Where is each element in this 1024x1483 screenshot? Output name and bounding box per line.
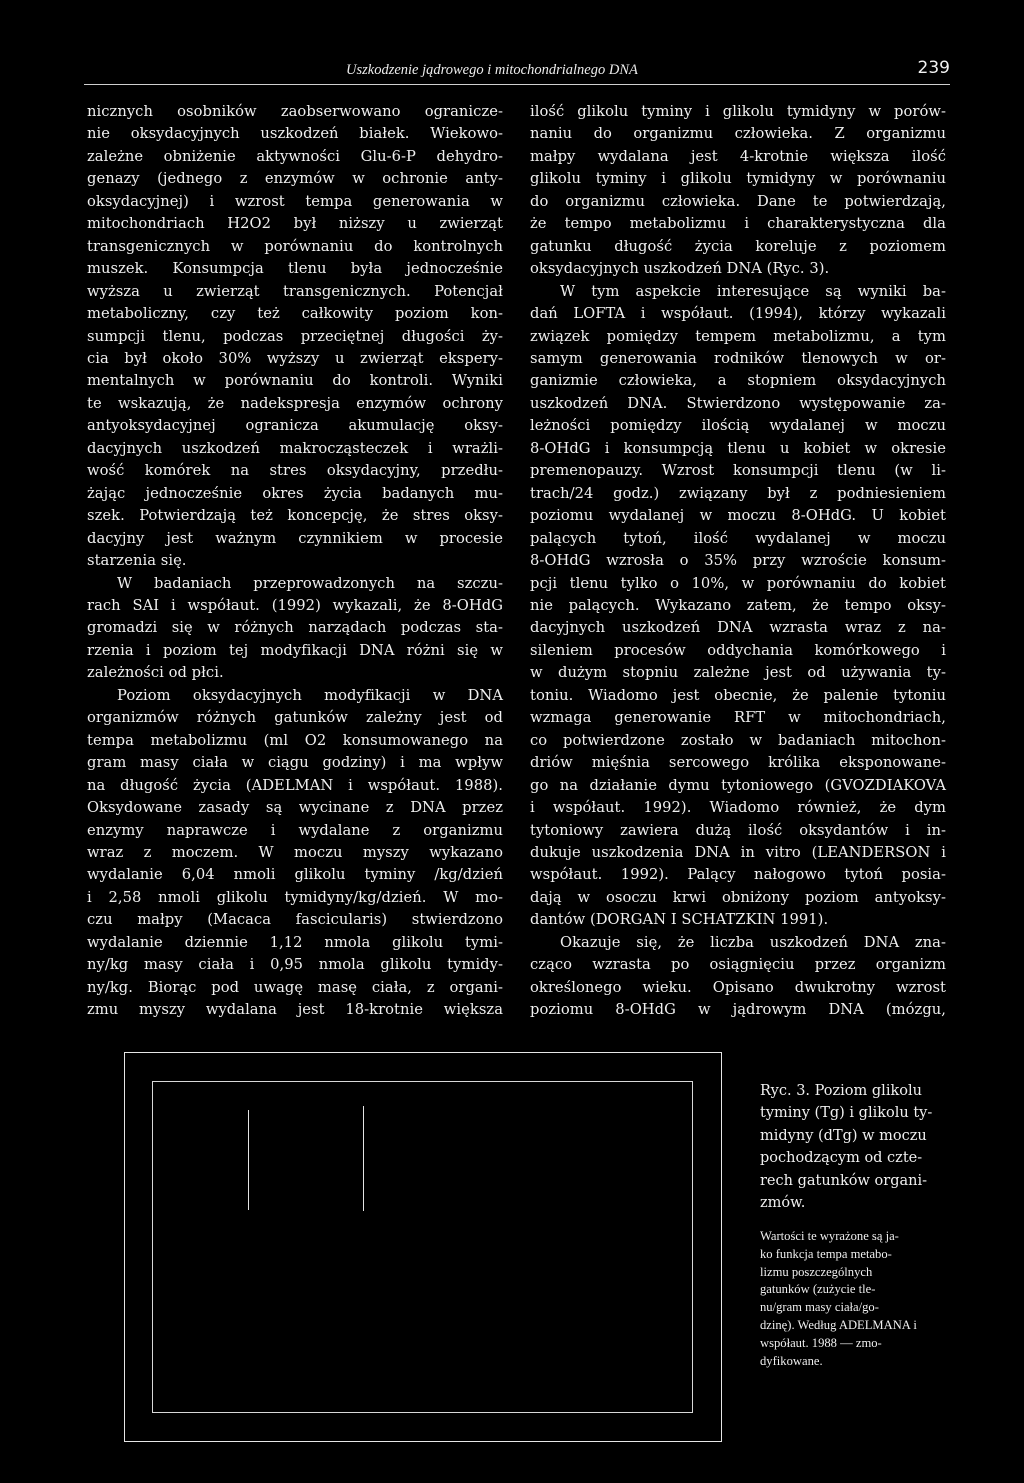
text-line: nicznych osobników zaobserwowano ogranicze- — [87, 103, 503, 120]
text-line: 8-OHdG wzrosła o 35% przy wzroście konsum- — [530, 552, 946, 570]
text-line: ganizmie człowieka, a stopniem oksydacyjnych — [530, 372, 946, 390]
text-line: dacyjnych uszkodzeń makrocząsteczek i wrażli- — [87, 439, 503, 457]
text-line: sileniem procesów oddychania komórkowego i — [530, 641, 946, 659]
text-line: cząco wzrasta po osiągnięciu przez organizm — [530, 956, 946, 974]
text-line: oksydacyjnych uszkodzeń DNA (Ryc. 3). — [530, 260, 830, 278]
text-line: i 2,58 nmoli glikolu tymidyny/kg/dzień. W mo- — [87, 888, 503, 906]
text-line: zależności od płci. — [87, 664, 224, 682]
text-line: mentalnych w porównaniu do kontroli. Wyniki — [87, 372, 503, 390]
text-line: transgenicznych w porównaniu do kontrolnych — [87, 237, 503, 255]
text-line: toniu. Wiadomo jest obecnie, że palenie tytoniu — [530, 686, 946, 704]
caption-line: pochodzącym od czte- — [760, 1150, 923, 1167]
text-line: Oksydowane zasady są wycinane z DNA przez — [87, 799, 503, 817]
right-text-column — [530, 101, 946, 1022]
text-line: samym generowania rodników tlenowych w or- — [530, 349, 946, 367]
text-line: do organizmu człowieka. Dane te potwierdzają, — [530, 192, 946, 210]
text-line: określonego wieku. Opisano dwukrotny wzrost — [530, 978, 946, 996]
text-line: nie oksydacyjnych uszkodzeń białek. Wiekowo- — [87, 125, 503, 143]
text-line: premenopauzy. Wzrost konsumpcji tlenu (w li- — [530, 462, 946, 480]
text-line: poziomu wydalanej w moczu 8-OHdG. U kobiet — [530, 507, 946, 525]
text-line: palących tytoń, ilość wydalanej w moczu — [530, 529, 946, 547]
text-line: dacyjny jest ważnym czynnikiem w procesie — [87, 529, 503, 547]
text-line: starzenia się. — [87, 552, 187, 570]
text-line: wydalanie 6,04 nmoli glikolu tyminy /kg/dzień — [87, 866, 503, 884]
text-line: na długość życia (ADELMAN i współaut. 1988). — [87, 776, 503, 794]
note-line: nu/gram masy ciała/go- — [760, 1300, 879, 1315]
text-line: żając jednocześnie okres życia badanych mu- — [87, 484, 503, 502]
text-line: wyższa u zwierząt transgenicznych. Potencjał — [87, 282, 503, 300]
text-line: ny/kg. Biorąc pod uwagę masę ciała, z organi- — [87, 978, 503, 996]
text-line: Poziom oksydacyjnych modyfikacji w DNA — [117, 686, 503, 704]
text-line: poziomu 8-OHdG w jądrowym DNA (mózgu, — [530, 1001, 946, 1019]
text-line: enzymy naprawcze i wydalane z organizmu — [87, 821, 503, 839]
text-line: driów mięśnia sercowego królika eksponowane- — [530, 754, 946, 772]
text-line: wzmaga generowanie RFT w mitochondriach, — [530, 709, 946, 727]
caption-line: Ryc. 3. Poziom glikolu — [760, 1083, 922, 1099]
text-line: wość komórek na stres oksydacyjny, przedłu- — [87, 462, 503, 480]
text-line: go na działanie dymu tytoniowego (GVOZDIAKOVA — [530, 776, 946, 794]
running-title: Uszkodzenie jądrowego i mitochondrialnego DNA — [346, 62, 638, 78]
text-line: rzenia i poziom tej modyfikacji DNA różni się w — [87, 641, 503, 659]
text-line: organizmów różnych gatunków zależny jest od — [87, 709, 503, 727]
caption-line: midyny (dTg) w moczu — [760, 1127, 927, 1144]
text-line: naniu do organizmu człowieka. Z organizmu — [530, 125, 946, 143]
text-line: dantów (DORGAN I SCHATZKIN 1991). — [530, 911, 829, 929]
text-line: antyoksydacyjnej ogranicza akumulację oksy- — [87, 417, 503, 435]
figure-caption — [760, 1080, 950, 1214]
note-line: Wartości te wyrażone są ja- — [760, 1229, 899, 1243]
left-text-column — [87, 101, 503, 1022]
text-line: tytoniowy zawiera dużą ilość oksydantów i in- — [530, 821, 946, 839]
text-line: zmu myszy wydalana jest 18-krotnie większa — [87, 1001, 503, 1019]
note-line: ko funkcja tempa metabo- — [760, 1246, 892, 1261]
text-line: czu małpy (Macaca fascicularis) stwierdzono — [87, 911, 503, 929]
text-line: trach/24 godz.) związany był z podniesieniem — [530, 484, 946, 502]
text-line: związek pomiędzy tempem metabolizmu, a tym — [530, 327, 946, 345]
figure-note — [760, 1228, 950, 1370]
text-line: oksydacyjnej) i wzrost tempa generowania w — [87, 192, 503, 210]
text-line: cia był około 30% wyższy u zwierząt ekspery- — [87, 349, 503, 367]
text-line: co potwierdzone zostało w badaniach mitochon- — [530, 731, 946, 749]
text-line: metaboliczny, czy też całkowity poziom kon- — [87, 305, 503, 323]
text-line: małpy wydalana jest 4-krotnie większa ilość — [530, 147, 946, 165]
text-line: rach SAI i współaut. (1992) wykazali, że 8-OHdG — [87, 596, 503, 614]
figure-plot-area — [152, 1081, 693, 1413]
text-line: wraz z moczem. W moczu myszy wykazano — [87, 843, 503, 861]
page-number: 239 — [917, 58, 950, 78]
text-line: dają w osoczu krwi obniżony poziom antyoksy- — [530, 888, 946, 906]
text-line: zależne obniżenie aktywności Glu-6-P dehydro- — [87, 147, 503, 165]
text-line: genazy (jednego z enzymów w ochronie anty- — [87, 170, 503, 188]
text-line: szek. Potwierdzają też koncepcję, że stres oksy- — [87, 507, 503, 525]
figure-vertical-line — [248, 1110, 249, 1210]
text-line: dań LOFTA i współaut. (1994), którzy wykazali — [530, 305, 946, 323]
note-line: współaut. 1988 — zmo- — [760, 1335, 882, 1350]
text-line: leżności pomiędzy ilością wydalanej w moczu — [530, 417, 946, 435]
text-line: tempa metabolizmu (ml O2 konsumowanego na — [87, 731, 503, 749]
text-line: W badaniach przeprowadzonych na szczu- — [117, 574, 503, 592]
text-line: glikolu tyminy i glikolu tymidyny w porównaniu — [530, 170, 946, 188]
caption-line: rech gatunków organi- — [760, 1172, 928, 1189]
text-line: ilość glikolu tyminy i glikolu tymidyny w porów- — [530, 103, 946, 120]
text-line: w dużym stopniu zależne jest od używania ty- — [530, 664, 946, 682]
text-line: wydalanie dziennie 1,12 nmola glikolu tymi- — [87, 933, 503, 951]
figure-vertical-line — [363, 1106, 364, 1211]
note-line: lizmu poszczególnych — [760, 1264, 873, 1279]
text-line: dacyjnych uszkodzeń DNA wzrasta wraz z na- — [530, 619, 946, 637]
running-header — [84, 60, 950, 85]
text-line: uszkodzeń DNA. Stwierdzono występowanie za- — [530, 394, 946, 412]
text-line: te wskazują, że nadekspresja enzymów ochrony — [87, 394, 503, 412]
text-line: gatunku długość życia koreluje z poziomem — [530, 237, 946, 255]
caption-line: tyminy (Tg) i glikolu ty- — [760, 1105, 933, 1122]
text-line: gromadzi się w różnych narządach podczas sta- — [87, 619, 503, 637]
text-line: sumpcji tlenu, podczas przeciętnej długości ży- — [87, 327, 503, 345]
text-line: Okazuje się, że liczba uszkodzeń DNA zna- — [560, 933, 946, 951]
text-line: i współaut. 1992). Wiadomo również, że dym — [530, 799, 946, 817]
note-line: dyfikowane. — [760, 1353, 823, 1368]
text-line: dukuje uszkodzenia DNA in vitro (LEANDERSON i — [530, 843, 946, 861]
text-line: muszek. Konsumpcja tlenu była jednocześnie — [87, 260, 503, 278]
text-line: gram masy ciała w ciągu godziny) i ma wpływ — [87, 754, 503, 772]
text-line: nie palących. Wykazano zatem, że tempo oksy- — [530, 596, 946, 614]
text-line: mitochondriach H2O2 był niższy u zwierząt — [87, 215, 503, 233]
text-line: W tym aspekcie interesujące są wyniki ba- — [560, 282, 946, 300]
note-line: dzinę). Według ADELMANA i — [760, 1317, 917, 1332]
text-line: współaut. 1992). Palący nałogowo tytoń posia- — [530, 866, 946, 884]
note-line: gatunków (zużycie tle- — [760, 1282, 876, 1297]
text-line: że tempo metabolizmu i charakterystyczna dla — [530, 215, 946, 233]
caption-line: zmów. — [760, 1195, 806, 1212]
text-line: ny/kg masy ciała i 0,95 nmola glikolu tymidy- — [87, 956, 503, 974]
text-line: pcji tlenu tylko o 10%, w porównaniu do kobiet — [530, 574, 946, 592]
text-line: 8-OHdG i konsumpcją tlenu u kobiet w okresie — [530, 439, 946, 457]
